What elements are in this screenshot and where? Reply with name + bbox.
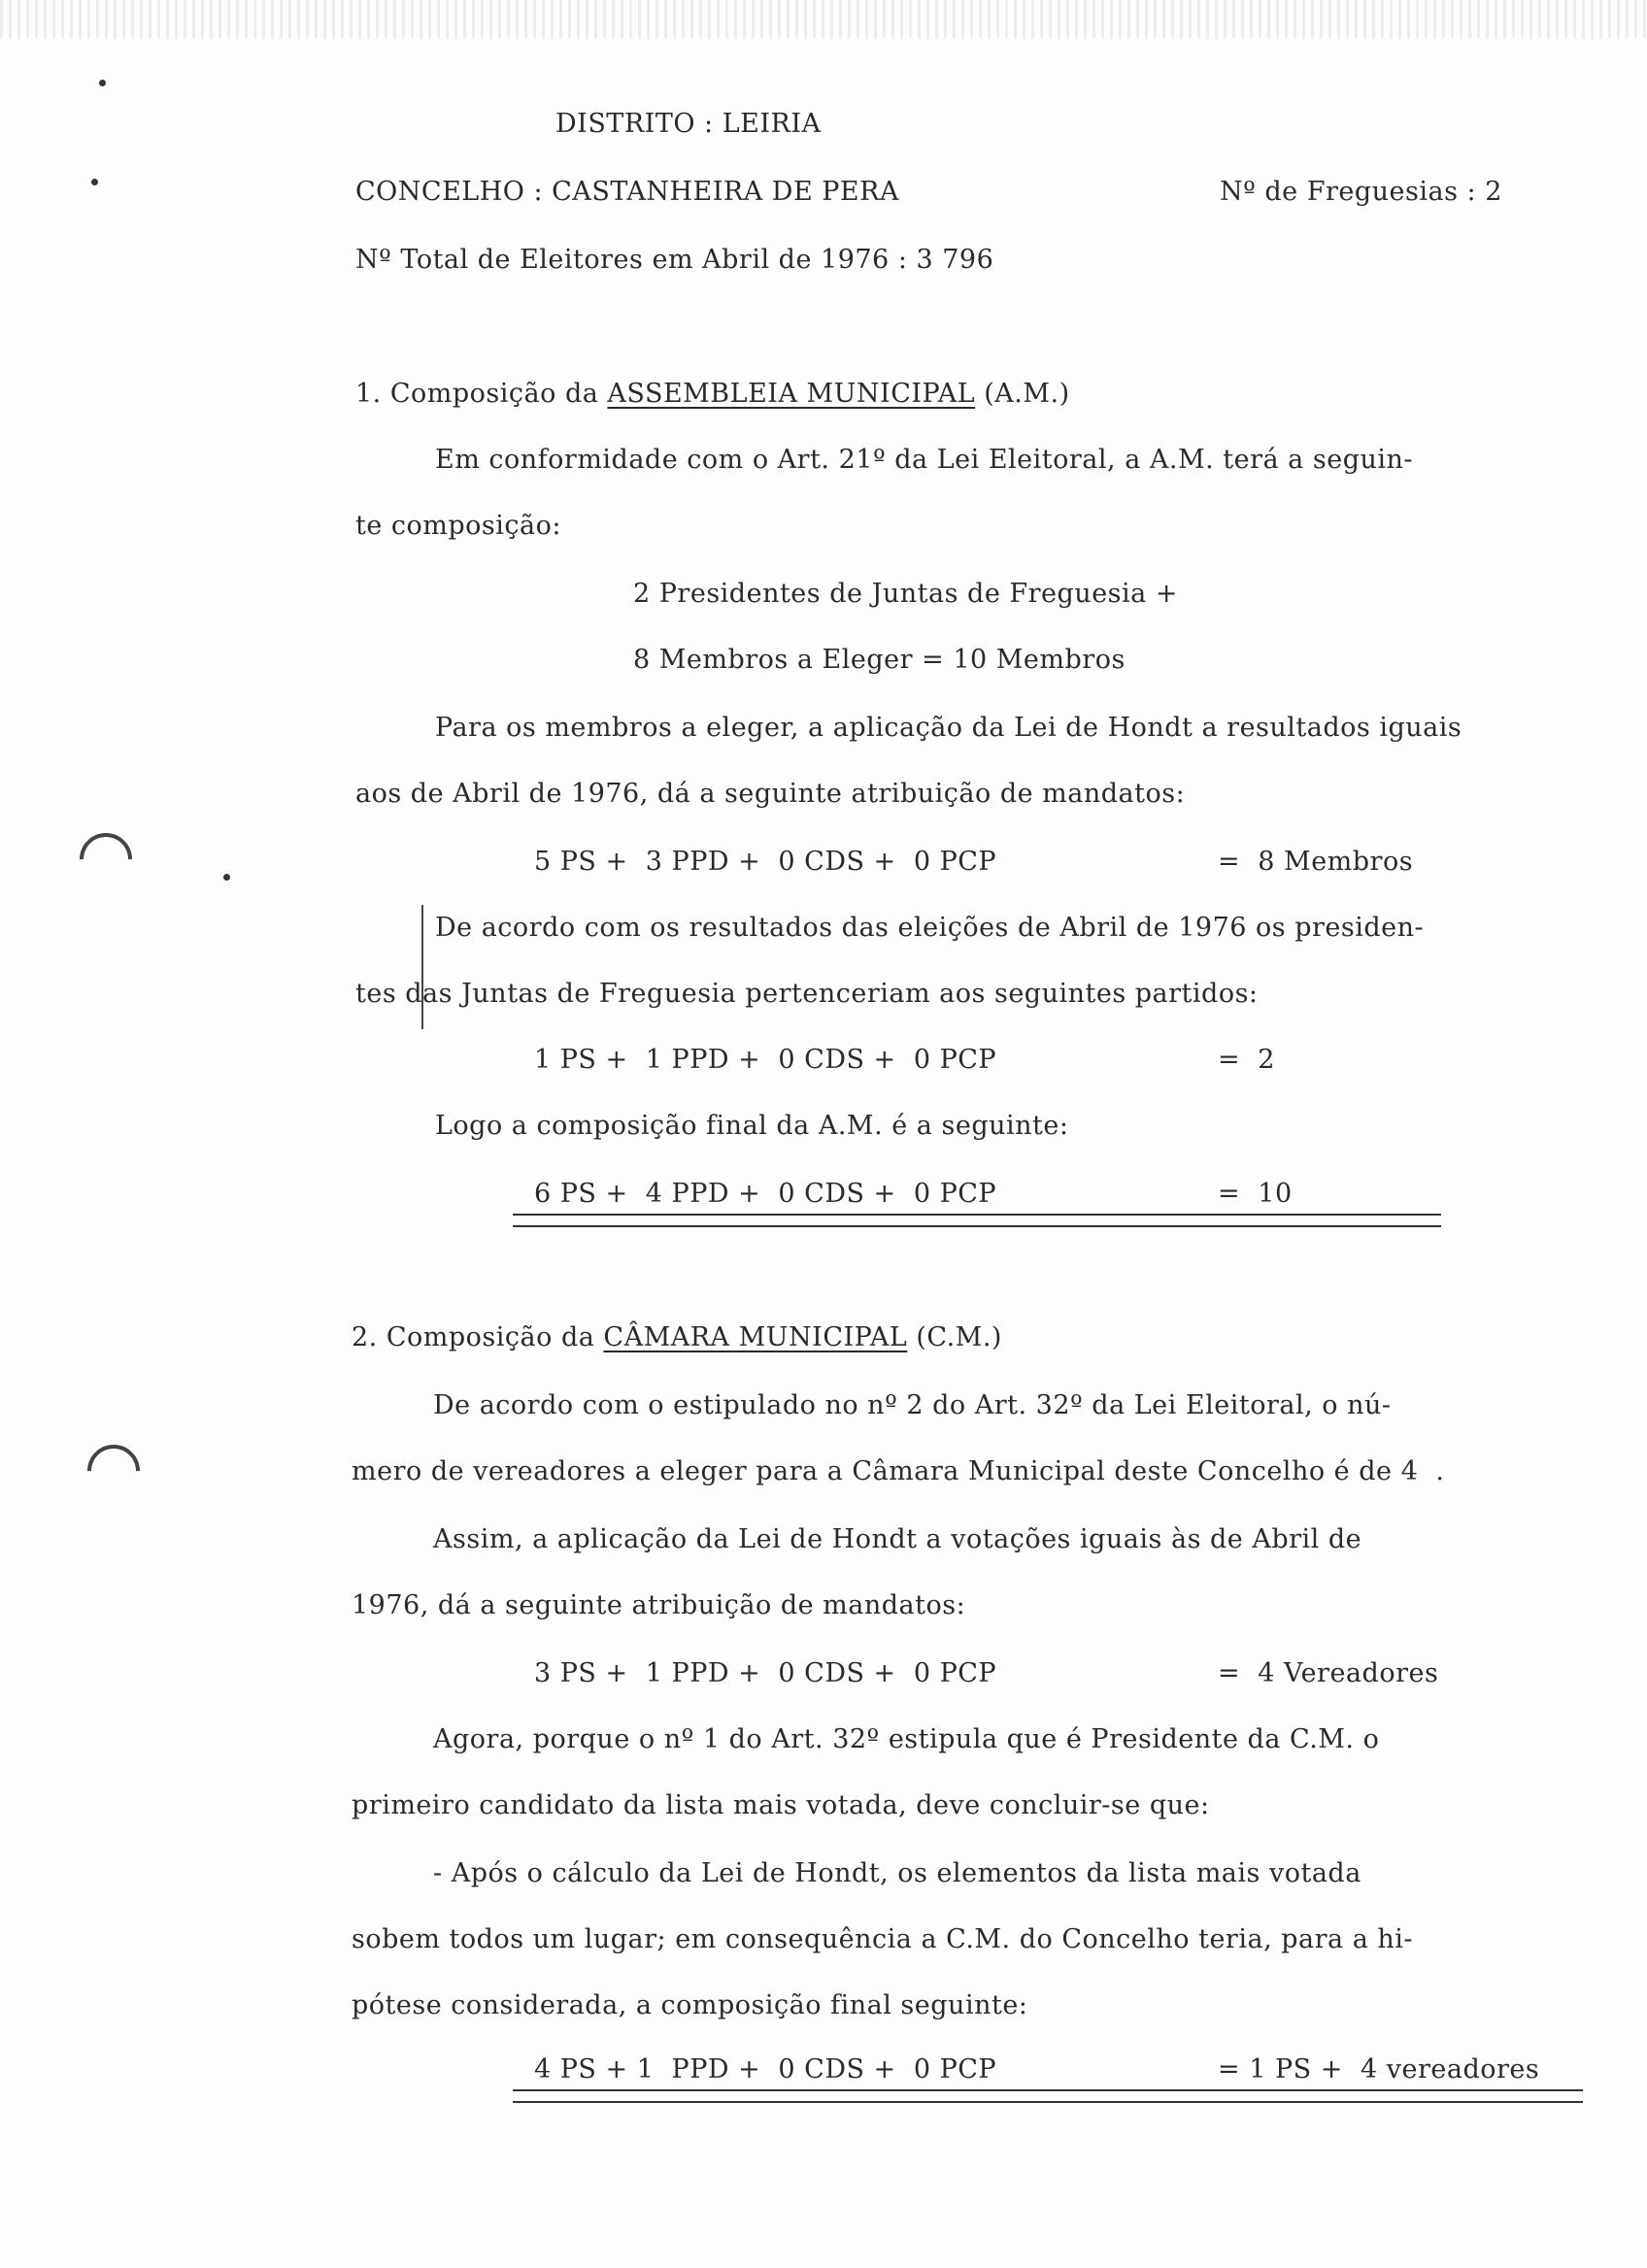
section1-result1-total: = 8 Membros bbox=[1218, 847, 1414, 877]
section1-heading-name: ASSEMBLEIA MUNICIPAL bbox=[607, 379, 976, 409]
section2-paragraph3-line1: Agora, porque o nº 1 do Art. 32º estipula que é Presidente da C.M. o bbox=[433, 1724, 1380, 1754]
punch-hole-lower bbox=[77, 1434, 151, 1508]
section1-paragraph3-line2: tes das Juntas de Freguesia pertenceriam aos seguintes partidos: bbox=[355, 979, 1259, 1009]
section1-result1-parties: 5 PS + 3 PPD + 0 CDS + 0 PCP bbox=[534, 847, 997, 877]
section2-heading-prefix: 2. Composição da bbox=[352, 1322, 604, 1352]
section1-final-parties: 6 PS + 4 PPD + 0 CDS + 0 PCP bbox=[534, 1179, 997, 1209]
section1-paragraph1-line1: Em conformidade com o Art. 21º da Lei Eleitoral, a A.M. terá a seguin- bbox=[435, 445, 1414, 475]
section2-final-total: = 1 PS + 4 vereadores bbox=[1218, 2054, 1540, 2085]
scan-dot bbox=[99, 80, 106, 86]
section2-heading bbox=[352, 1322, 1002, 1352]
section2-paragraph4-line3: pótese considerada, a composição final seguinte: bbox=[352, 1990, 1028, 2020]
section2-final-underline bbox=[513, 2089, 1583, 2091]
municipality-line: CONCELHO : CASTANHEIRA DE PERA bbox=[355, 177, 899, 207]
section2-heading-suffix: (C.M.) bbox=[907, 1322, 1002, 1352]
scan-dot bbox=[223, 874, 230, 881]
section1-final-underline bbox=[513, 1214, 1441, 1216]
section1-heading-suffix: (A.M.) bbox=[975, 379, 1070, 409]
section1-final-double-underline bbox=[513, 1225, 1441, 1227]
section1-paragraph4: Logo a composição final da A.M. é a seguinte: bbox=[435, 1111, 1069, 1141]
section2-paragraph2-line2: 1976, dá a seguinte atribuição de mandatos: bbox=[352, 1590, 966, 1620]
section1-paragraph2-line2: aos de Abril de 1976, dá a seguinte atribuição de mandatos: bbox=[355, 779, 1186, 809]
section2-paragraph1-line1: De acordo com o estipulado no nº 2 do Art. 32º da Lei Eleitoral, o nú- bbox=[433, 1390, 1392, 1420]
section2-paragraph1-line2: mero de vereadores a eleger para a Câmara Municipal deste Concelho é de 4 . bbox=[352, 1456, 1445, 1486]
section2-final-parties: 4 PS + 1 PPD + 0 CDS + 0 PCP bbox=[534, 2054, 997, 2085]
section2-result1-parties: 3 PS + 1 PPD + 0 CDS + 0 PCP bbox=[534, 1658, 997, 1688]
section2-heading-name: CÂMARA MUNICIPAL bbox=[603, 1322, 908, 1352]
section1-result2-total: = 2 bbox=[1218, 1045, 1275, 1075]
section1-paragraph1-line2: te composição: bbox=[355, 511, 561, 541]
section1-paragraph2-line1: Para os membros a eleger, a aplicação da Lei de Hondt a resultados iguais bbox=[435, 713, 1462, 743]
section2-result1-total: = 4 Vereadores bbox=[1218, 1658, 1439, 1688]
scan-dot bbox=[91, 179, 98, 185]
section1-heading bbox=[355, 379, 1070, 409]
section1-paragraph3-line1: De acordo com os resultados das eleições de Abril de 1976 os presiden- bbox=[435, 913, 1425, 943]
section2-paragraph4-line2: sobem todos um lugar; em consequência a C.M. do Concelho teria, para a hi- bbox=[352, 1924, 1414, 1954]
section2-paragraph2-line1: Assim, a aplicação da Lei de Hondt a votações iguais às de Abril de bbox=[433, 1524, 1362, 1554]
section2-paragraph4-line1: - Após o cálculo da Lei de Hondt, os elementos da lista mais votada bbox=[433, 1858, 1361, 1888]
section1-result2-parties: 1 PS + 1 PPD + 0 CDS + 0 PCP bbox=[534, 1045, 997, 1075]
parishes-count: Nº de Freguesias : 2 bbox=[1220, 177, 1502, 207]
punch-hole-upper bbox=[69, 822, 143, 896]
section1-heading-prefix: 1. Composição da bbox=[355, 379, 608, 409]
section1-final-total: = 10 bbox=[1218, 1179, 1293, 1209]
voters-total: Nº Total de Eleitores em Abril de 1976 : 3 796 bbox=[355, 245, 994, 275]
section2-final-double-underline bbox=[513, 2101, 1583, 2103]
composition-line2: 8 Membros a Eleger = 10 Membros bbox=[633, 645, 1126, 675]
composition-line1: 2 Presidentes de Juntas de Freguesia + bbox=[633, 579, 1178, 609]
scan-noise-top bbox=[0, 0, 1647, 39]
section2-paragraph3-line2: primeiro candidato da lista mais votada, deve concluir-se que: bbox=[352, 1790, 1210, 1820]
district-line: DISTRITO : LEIRIA bbox=[555, 109, 822, 139]
